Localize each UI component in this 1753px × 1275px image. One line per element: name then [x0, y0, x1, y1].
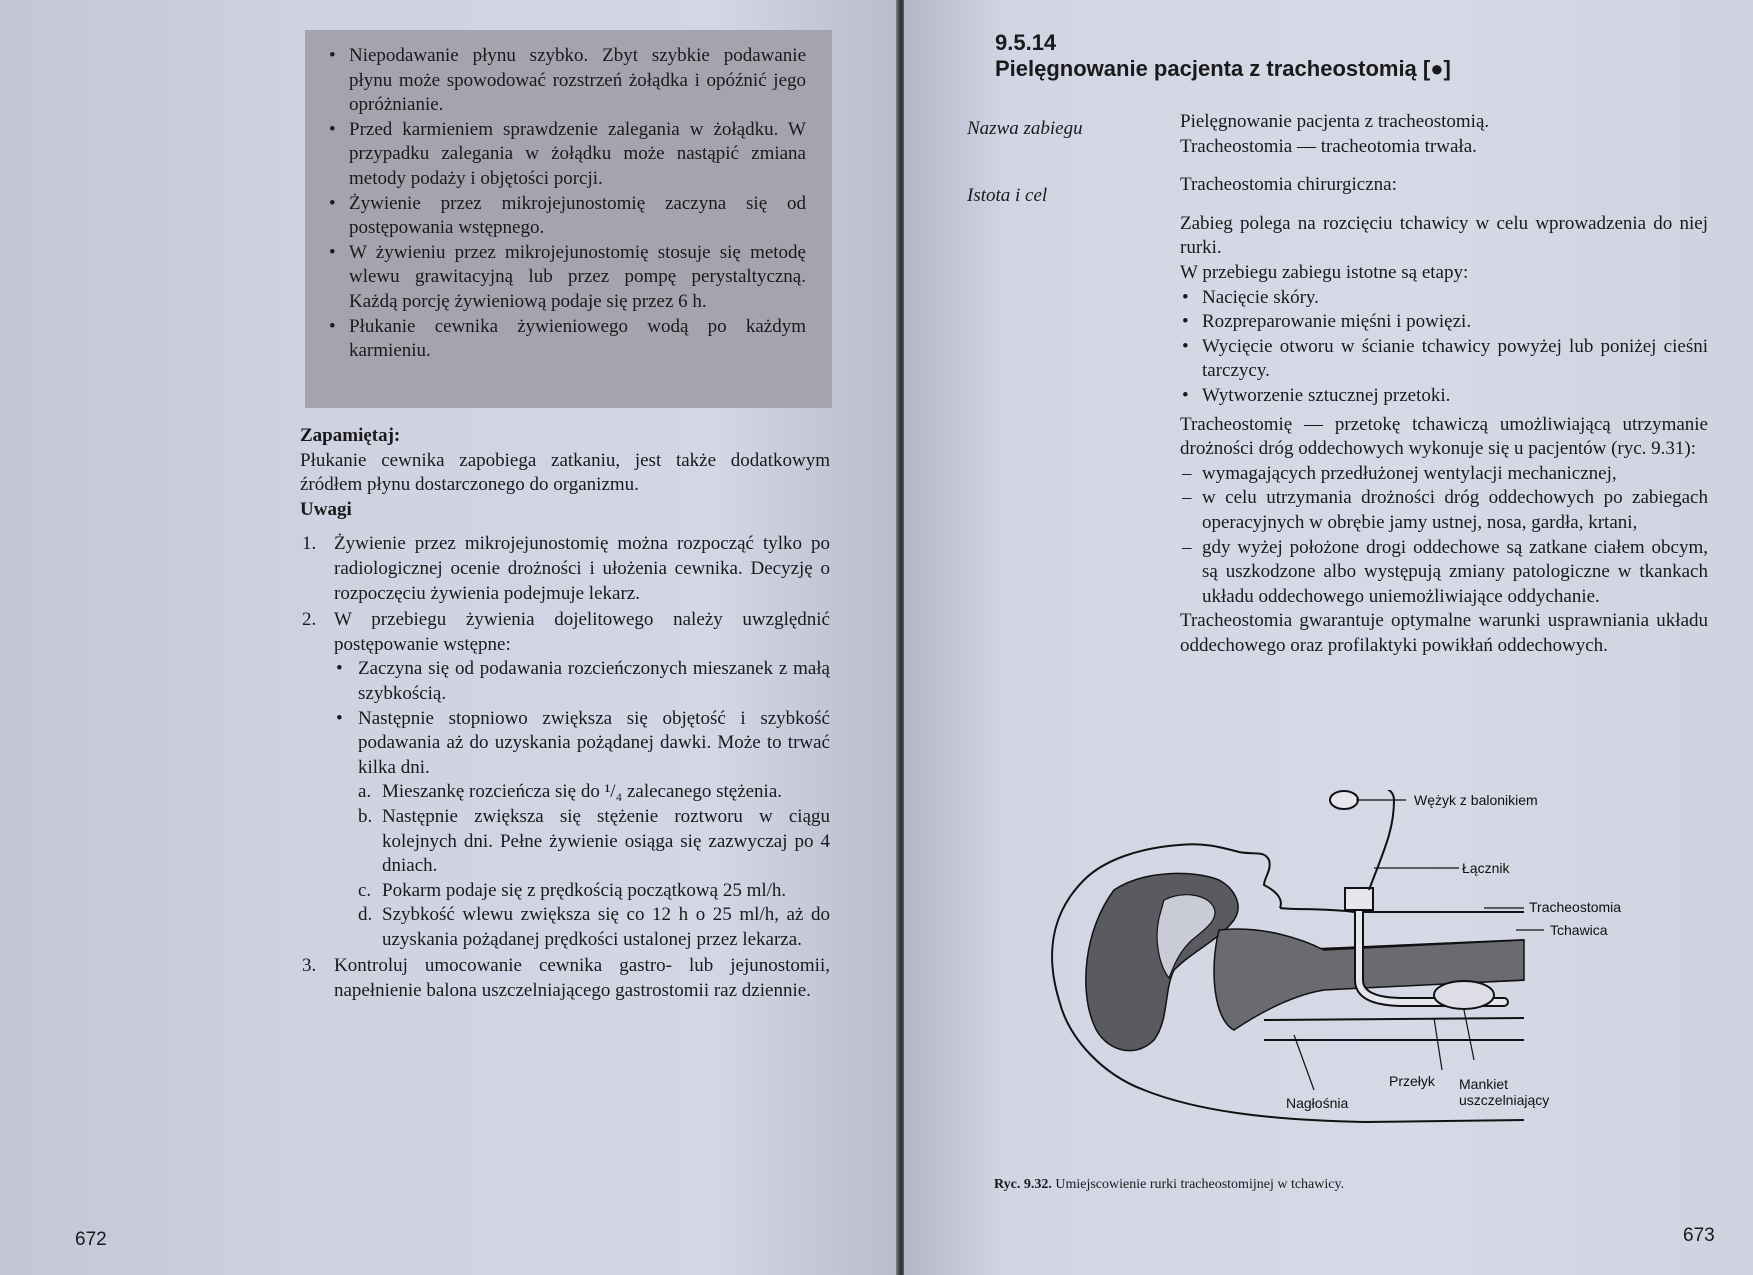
highlight-box: [305, 30, 832, 408]
stages-list: [1180, 286, 1708, 409]
note-text: Żywienie przez mikrojejunostomię można rozpocząć tylko po radiologicznej ocenie drożności i ułożenia cewnika. Decyzję o rozpoczęciu żywienia podejmuje lekarz.: [334, 533, 830, 604]
note-text: Kontroluj umocowanie cewnika gastro- lub jejunostomii, napełnienie balona uszczelniającego gastrostomii raz dziennie.: [334, 955, 830, 1002]
procedure-name-line: Pielęgnowanie pacjenta z tracheostomią.: [1180, 111, 1490, 132]
page-number-left: 672: [75, 1229, 107, 1250]
label-sealing-cuff: [1459, 1076, 1549, 1108]
label-trachea: Tchawica: [1550, 922, 1608, 938]
label-connector: Łącznik: [1462, 860, 1510, 876]
note-number: 3.: [302, 955, 317, 977]
label-essence-goal: Istota i cel: [967, 185, 1048, 206]
list-item: – w celu utrzymania drożności dróg oddechowych po zabiegach operacyjnych w obrębie jamy ustnej, nosa, gardła, krtani,: [1180, 486, 1708, 535]
label-procedure-name: Nazwa zabiegu: [967, 118, 1083, 139]
notes-list: [300, 532, 830, 1003]
note-number: 2.: [302, 609, 317, 631]
right-page: [904, 0, 1753, 1275]
label-sealing-cuff-line2: uszczelniający: [1459, 1092, 1550, 1108]
list-item: • Następnie stopniowo zwiększa się objętość i szybkość podawania aż do uzyskania pożądanej dawki. Może to trwać kilka dni.: [334, 707, 830, 781]
list-item: • Niepodawanie płynu szybko. Zbyt szybkie podawanie płynu może spowodować rozstrzeń żołądka i opóźnić jego opróżnianie.: [327, 44, 806, 118]
sub-text: Pokarm podaje się z prędkością początkową 25 ml/h.: [382, 879, 787, 901]
list-item: • Przed karmieniem sprawdzenie zalegania w żołądku. W przypadku zalegania w żołądku może nastąpić zmiana metody podaży i objętości porcji.: [327, 118, 806, 192]
note-item: [300, 954, 830, 1003]
list-item: – wymagających przedłużonej wentylacji mechanicznej,: [1180, 462, 1708, 487]
list-item: • W żywieniu przez mikrojejunostomię stosuje się metodę wlewu grawitacyjną lub przez pompę perystaltyczną. Każdą porcję żywieniową podaje się przez 6 h.: [327, 241, 806, 315]
sub-text: Szybkość wlewu zwiększa się co 12 h o 25 ml/h, aż do uzyskania pożądanej prędkości ustalonej przez lekarza.: [382, 904, 830, 950]
figure-caption: [994, 1177, 1344, 1193]
label-sealing-cuff-line1: Mankiet: [1459, 1076, 1509, 1092]
list-item: [358, 879, 830, 904]
note-text: W przebiegu żywienia dojelitowego należy uwzględnić postępowanie wstępne:: [334, 609, 830, 655]
sub-letter: d.: [358, 904, 373, 926]
list-item: • Płukanie cewnika żywieniowego wodą po każdym karmieniu.: [327, 315, 806, 364]
note-item: [300, 608, 830, 952]
highlight-list: [327, 44, 806, 364]
caption-number: Ryc. 9.32.: [994, 1177, 1052, 1192]
notes-heading: Uwagi: [300, 498, 352, 520]
indications-list: [1180, 462, 1708, 610]
section-title: Pielęgnowanie pacjenta z tracheostomią [●]: [995, 56, 1451, 81]
note-sub-list: [334, 780, 830, 952]
list-item: – gdy wyżej położone drogi oddechowe są zatkane ciałem obcym, są uszkodzone albo występują zmiany patologiczne w tkankach układu oddechowego uniemożliwiające oddychanie.: [1180, 536, 1708, 610]
section-number: 9.5.14: [995, 30, 1057, 55]
caption-text: Umiejscowienie rurki tracheostomijnej w tchawicy.: [1055, 1177, 1345, 1192]
tracheostomy-figure: [964, 790, 1664, 1165]
list-item: • Rozpreparowanie mięśni i powięzi.: [1180, 310, 1708, 335]
right-main-text: [1180, 110, 1708, 658]
list-item: • Wytworzenie sztucznej przetoki.: [1180, 384, 1708, 409]
sub-text: Mieszankę rozcieńcza się do ¹/₄ zalecanego stężenia.: [382, 781, 783, 803]
list-item: [358, 805, 830, 879]
label-tracheostomy: Tracheostomia: [1529, 899, 1622, 915]
page-number-right: 673: [1683, 1225, 1715, 1246]
label-balloon-tube: Wężyk z balonikiem: [1414, 792, 1538, 808]
remember-text: Płukanie cewnika zapobiega zatkaniu, jest także dodatkowym źródłem płynu dostarczonego do organizmu.: [300, 449, 830, 496]
surgical-heading: Tracheostomia chirurgiczna:: [1180, 174, 1397, 196]
guarantee-text: Tracheostomia gwarantuje optymalne warunki usprawniania układu oddechowego oraz profilaktyki powikłań oddechowych.: [1180, 610, 1708, 656]
left-main-text: [300, 424, 830, 1006]
sub-text: Następnie zwiększa się stężenie roztworu w ciągu kolejnych dni. Pełne żywienie osiąga się zazwyczaj po 4 dniach.: [382, 805, 830, 877]
note-item: [300, 532, 830, 606]
remember-heading: Zapamiętaj:: [300, 425, 401, 446]
label-esophagus: Przełyk: [1389, 1073, 1435, 1089]
sub-letter: b.: [358, 805, 373, 827]
sub-letter: c.: [358, 879, 372, 901]
surgical-description: Zabieg polega na rozcięciu tchawicy w celu wprowadzenia do niej rurki.: [1180, 212, 1708, 259]
label-epiglottis: Nagłośnia: [1286, 1095, 1349, 1111]
sub-letter: a.: [358, 781, 372, 803]
stages-intro: W przebiegu zabiegu istotne są etapy:: [1180, 261, 1469, 283]
list-item: • Zaczyna się od podawania rozcieńczonych mieszanek z małą szybkością.: [334, 657, 830, 706]
note-number: 1.: [302, 533, 317, 555]
note-bullets: [334, 657, 830, 780]
list-item: • Nacięcie skóry.: [1180, 286, 1708, 311]
procedure-name-line: Tracheostomia — tracheotomia trwała.: [1180, 135, 1477, 157]
list-item: • Wycięcie otworu w ścianie tchawicy powyżej lub poniżej cieśni tarczycy.: [1180, 335, 1708, 384]
list-item: [358, 903, 830, 952]
list-item: [358, 780, 830, 805]
indications-intro: Tracheostomię — przetokę tchawiczą umożliwiającą utrzymanie drożności dróg oddechowych wykonuje się u pacjentów (ryc. 9.31):: [1180, 413, 1708, 460]
list-item: • Żywienie przez mikrojejunostomię zaczyna się od postępowania wstępnego.: [327, 192, 806, 241]
